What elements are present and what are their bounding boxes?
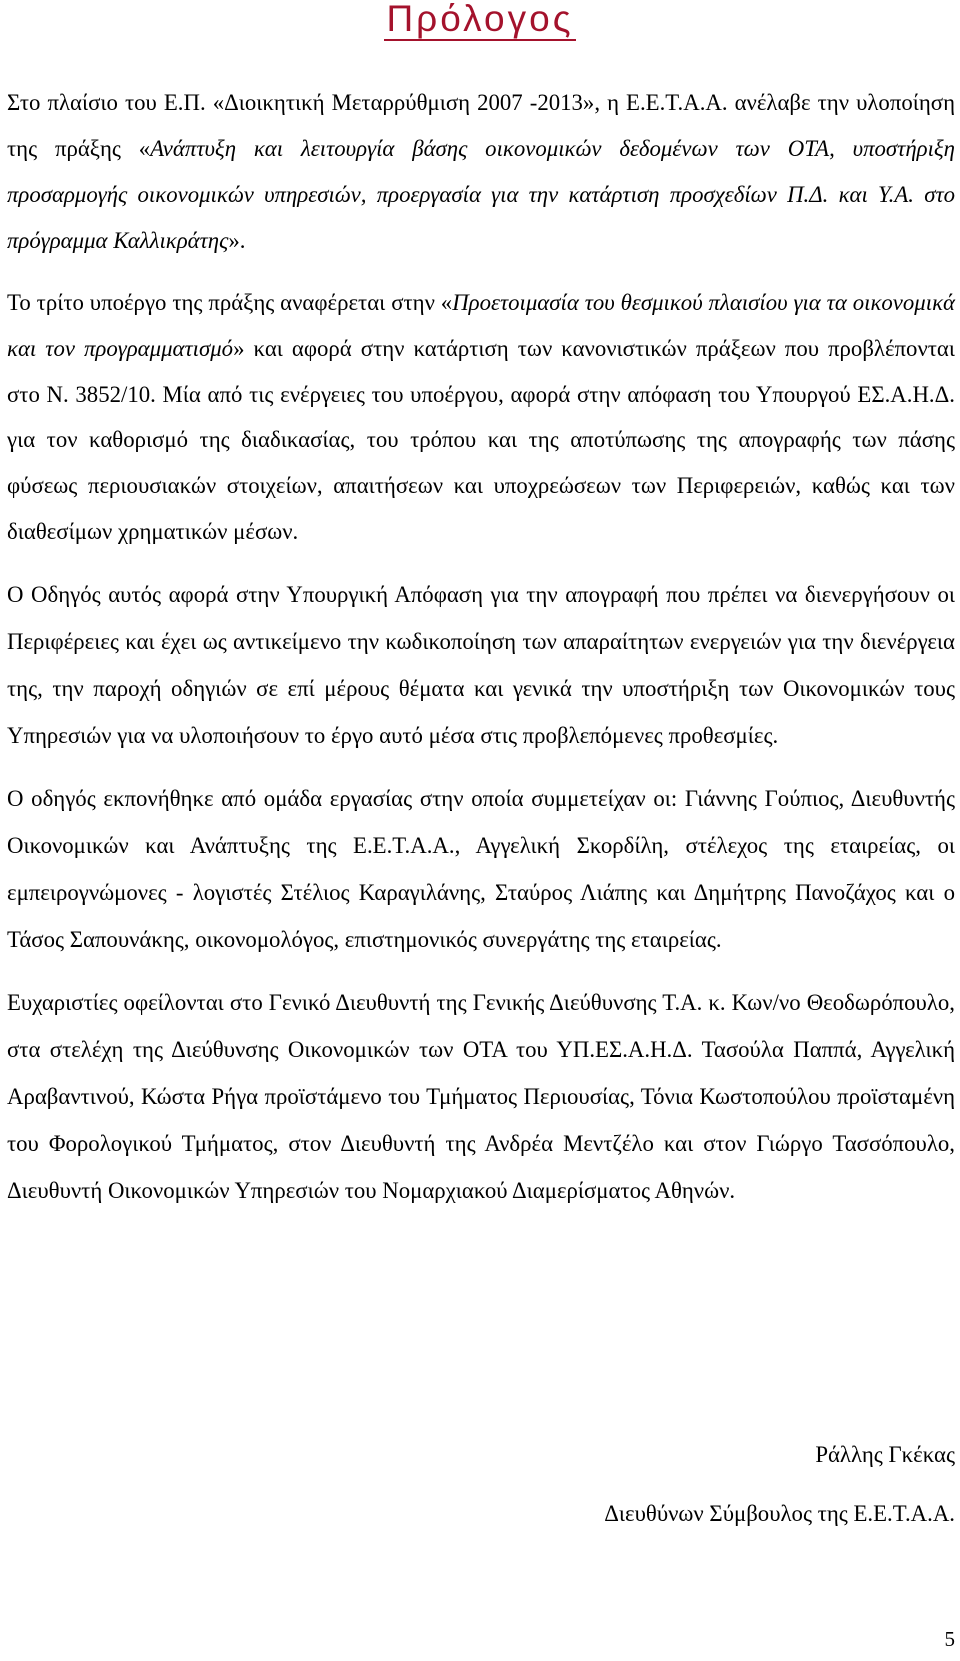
paragraph-3-text: Ο Οδηγός αυτός αφορά στην Υπουργική Απόφαση για την απογραφή που πρέπει να διενεργήσουν οι Περιφέρειες και έχει ως αντικείμενο την κωδικοποίηση των απαραίτητων ενεργειών για την διενέργεια της, την παροχή οδηγιών σε επί μέρους θέματα και γενικά την υποστήριξη των Οικονομικών τους Υπηρεσιών για να υλοποιήσουν το έργο αυτό μέσα στις προβλεπόμενες προθεσμίες. xyxy=(7,581,955,748)
paragraph-1-end: ». xyxy=(228,228,246,253)
paragraph-5-text: Ευχαριστίες οφείλονται στο Γενικό Διευθυντή της Γενικής Διεύθυνσης Τ.Α. κ. Κων/νο Θεοδωρόπουλο, στα στελέχη της Διεύθυνσης Οικονομικών των ΟΤΑ του ΥΠ.ΕΣ.Α.Η.Δ. Τασούλα Παππά, Αγγελική Αραβαντινού, Κώστα Ρήγα προϊστάμενο του Τμήματος Περιουσίας, Τόνια Κωστοπούλου προϊσταμένη του Φορολογικού Τμήματος, στον Διευθυντή της Ανδρέα Μεντζέλο και στον Γιώργο Τασσόπουλο, Διευθυντή Οικονομικών Υπηρεσιών του Νομαρχιακού Διαμερίσματος Αθηνών. xyxy=(7,989,955,1203)
paragraph-1-project-title: Ανάπτυξη και λειτουργία βάσης οικονομικών δεδομένων των ΟΤΑ, υποστήριξη προσαρμογής οικονομικών υπηρεσιών, προεργασία για την κατάρτιση προσχεδίων Π.Δ. και Υ.Α. στο πρόγραμμα Καλλικράτης xyxy=(7,136,955,253)
paragraph-3 xyxy=(7,571,955,759)
page-title xyxy=(0,0,960,41)
signature-name: Ράλλης Γκέκας xyxy=(815,1442,955,1467)
paragraph-2-rest: » και αφορά στην κατάρτιση των κανονιστικών πράξεων που προβλέπονται στο Ν. 3852/10. Μία από τις ενέργειες του υποέργου, αφορά στην απόφαση του Υπουργού ΕΣ.Α.Η.Δ. για τον καθορισμό της διαδικασίας, του τρόπου και της αποτύπωσης της απογραφής των πάσης φύσεως περιουσιακών στοιχείων, απαιτήσεων και υποχρεώσεων των Περιφερειών, καθώς και των διαθεσίμων χρηματικών μέσων. xyxy=(7,335,956,544)
paragraph-1-text: Στο πλαίσιο του Ε.Π. «Διοικητική Μεταρρύθμιση 2007 -2013», η Ε.Ε.Τ.Α.Α. ανέλαβε την υλοποίηση της πράξης « xyxy=(7,90,955,161)
paragraph-1 xyxy=(7,80,955,264)
page-number: 5 xyxy=(944,1627,955,1651)
paragraph-2 xyxy=(7,280,955,555)
document-body xyxy=(7,80,955,1230)
paragraph-2-text: Το τρίτο υποέργο της πράξης αναφέρεται στην « xyxy=(7,290,453,315)
signature-role: Διευθύνων Σύμβουλος της Ε.Ε.Τ.Α.Α. xyxy=(604,1501,955,1526)
paragraph-2-subproject-title: Προετοιμασία του θεσμικού πλαισίου για τα οικονομικά και τον προγραμματισμό xyxy=(7,290,955,361)
paragraph-4-text: Ο οδηγός εκπονήθηκε από ομάδα εργασίας στην οποία συμμετείχαν οι: Γιάννης Γούπιος, Διευθυντής Οικονομικών και Ανάπτυξης της Ε.Ε.Τ.Α.Α., Αγγελική Σκορδίλη, στέλεχος της εταιρείας, οι εμπειρογνώμονες - λογιστές Στέλιος Καραγιλάνης, Σταύρος Λιάπης και Δημήτρης Πανοζάχος και ο Τάσος Σαπουνάκης, οικονομολόγος, επιστημονικός συνεργάτης της εταιρείας. xyxy=(7,785,955,952)
paragraph-5 xyxy=(7,979,955,1214)
page-title-text: Πρόλογος xyxy=(386,0,574,39)
paragraph-4 xyxy=(7,775,955,963)
